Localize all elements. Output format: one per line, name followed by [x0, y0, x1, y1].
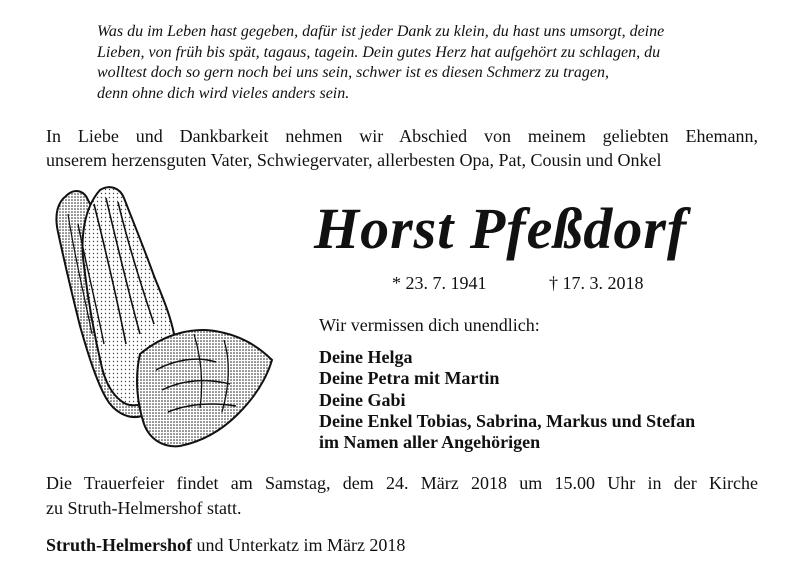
intro-line: unserem herzensguten Vater, Schwiegervater, allerbesten Opa, Pat, Cousin und Onkel [46, 150, 662, 170]
life-dates [392, 271, 692, 295]
signature-line: im Namen aller Angehörigen [319, 432, 541, 453]
signature-line: Deine Gabi [319, 389, 406, 410]
deceased-name: Horst Pfeßdorf [314, 196, 688, 261]
farewell-message: Wir vermissen dich unendlich: [319, 315, 540, 335]
intro-text [46, 124, 758, 172]
poem-line: wolltest doch so gern noch bei uns sein, schwer ist es diesen Schmerz zu tragen, [97, 64, 609, 81]
death-date: † 17. 3. 2018 [549, 273, 644, 293]
intro-line: In Liebe und Dankbarkeit nehmen wir Abschied von meinem geliebten Ehemann, [46, 126, 758, 146]
poem-line: denn ohne dich wird vieles anders sein. [97, 84, 350, 102]
funeral-line: Die Trauerfeier findet am Samstag, dem 24. März 2018 um 15.00 Uhr in der Kirche [46, 473, 758, 493]
poem-line: Was du im Leben hast gegeben, dafür ist jeder Dank zu klein, du hast uns umsorgt, deine [97, 23, 665, 40]
place-rest: und Unterkatz im März 2018 [191, 535, 406, 555]
funeral-info [46, 471, 758, 521]
place-and-date [46, 533, 758, 557]
place-name: Struth-Helmershof [46, 535, 192, 555]
signatures [319, 347, 759, 453]
poem-line: Lieben, von früh bis spät, tagaus, tagein. Dein gutes Herz hat aufgehört zu schlagen, du [97, 43, 661, 61]
signature-line: Deine Petra mit Martin [319, 368, 500, 389]
signature-line: Deine Helga [319, 347, 413, 367]
birth-date: * 23. 7. 1941 [392, 273, 487, 293]
signature-line: Deine Enkel Tobias, Sabrina, Markus und Stefan [319, 410, 696, 431]
praying-hands-icon [44, 184, 276, 452]
funeral-line: zu Struth-Helmershof statt. [46, 498, 242, 518]
memorial-poem [97, 22, 777, 104]
